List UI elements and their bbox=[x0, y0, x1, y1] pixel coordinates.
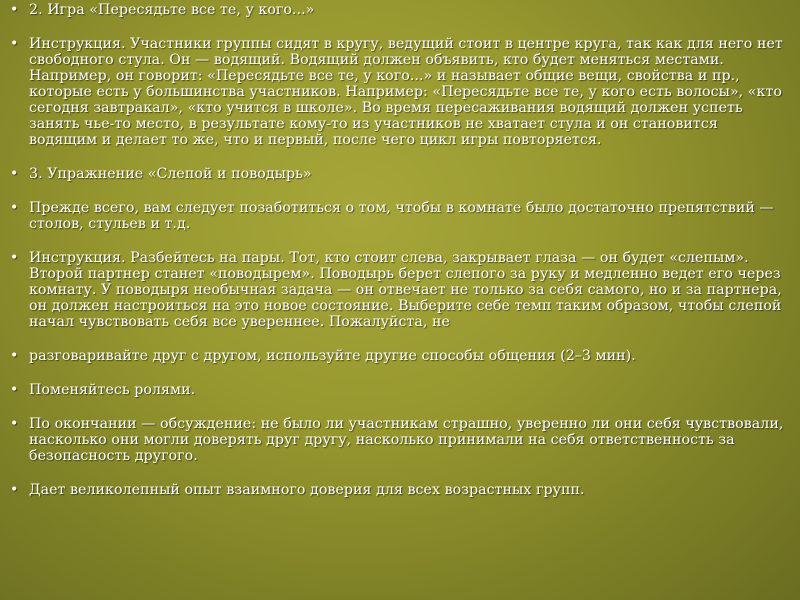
bullet-icon: • bbox=[10, 416, 19, 432]
exercise-3-no-talking: разговаривайте друг с другом, используйте другие способы общения (2–3 мин). bbox=[29, 348, 636, 364]
list-item bbox=[10, 166, 786, 182]
list-item bbox=[10, 200, 786, 232]
list-item bbox=[10, 416, 786, 464]
bullet-icon: • bbox=[10, 166, 19, 182]
game-2-instruction: Инструкция. Участники группы сидят в кругу, ведущий стоит в центре круга, так как для него нет свободного стула. Он — водящий. Водящий должен объявить, кто будет меняться местами. Например, он говорит: «Пересядьте все те, у кого...» и называет общие вещи, свойства и пр., которые есть у большинства участников. Например: «Пересядьте все те, у кого есть волосы», «кто сегодня завтракал», «кто учится в школе». Во время пересаживания водящий должен успеть занять чье-то место, в результате кому-то из участников не хватает стула и он становится водящим и делает то же, что и первый, после чего цикл игры повторяется. bbox=[29, 36, 783, 148]
bullet-icon: • bbox=[10, 250, 19, 266]
exercise-3-discussion: По окончании — обсуждение: не было ли участникам страшно, уверенно ли они себя чувствовали, насколько они могли доверять друг другу, насколько принимали на себя ответственность за безопасность другого. bbox=[29, 416, 784, 464]
exercise-3-swap-roles: Поменяйтесь ролями. bbox=[29, 382, 196, 398]
exercise-3-instruction: Инструкция. Разбейтесь на пары. Тот, кто стоит слева, закрывает глаза — он будет «слепым». Второй партнер станет «поводырем». Поводырь берет слепого за руку и медленно ведет его через комнату. У поводыря необычная задача — он отвечает не только за себя самого, но и за партнера, он должен настроиться на это новое состояние. Выберите себе темп таким образом, чтобы слепой начал чувствовать себя все увереннее. Пожалуйста, не bbox=[29, 250, 782, 330]
exercise-3-heading: 3. Упражнение «Слепой и поводырь» bbox=[29, 166, 312, 182]
list-item bbox=[10, 382, 786, 398]
bullet-icon: • bbox=[10, 348, 19, 364]
bullet-icon: • bbox=[10, 2, 19, 18]
bullet-icon: • bbox=[10, 36, 19, 52]
list-item bbox=[10, 482, 786, 498]
bullet-list bbox=[10, 2, 786, 516]
game-2-heading: 2. Игра «Пересядьте все те, у кого...» bbox=[29, 2, 315, 18]
list-item bbox=[10, 36, 786, 148]
bullet-icon: • bbox=[10, 200, 19, 216]
exercise-3-benefit: Дает великолепный опыт взаимного доверия для всех возрастных групп. bbox=[29, 482, 585, 498]
list-item bbox=[10, 250, 786, 330]
list-item bbox=[10, 348, 786, 364]
bullet-icon: • bbox=[10, 382, 19, 398]
list-item bbox=[10, 2, 786, 18]
bullet-icon: • bbox=[10, 482, 19, 498]
exercise-3-preparation: Прежде всего, вам следует позаботиться о том, чтобы в комнате было достаточно препятствий — столов, стульев и т.д. bbox=[29, 200, 774, 232]
